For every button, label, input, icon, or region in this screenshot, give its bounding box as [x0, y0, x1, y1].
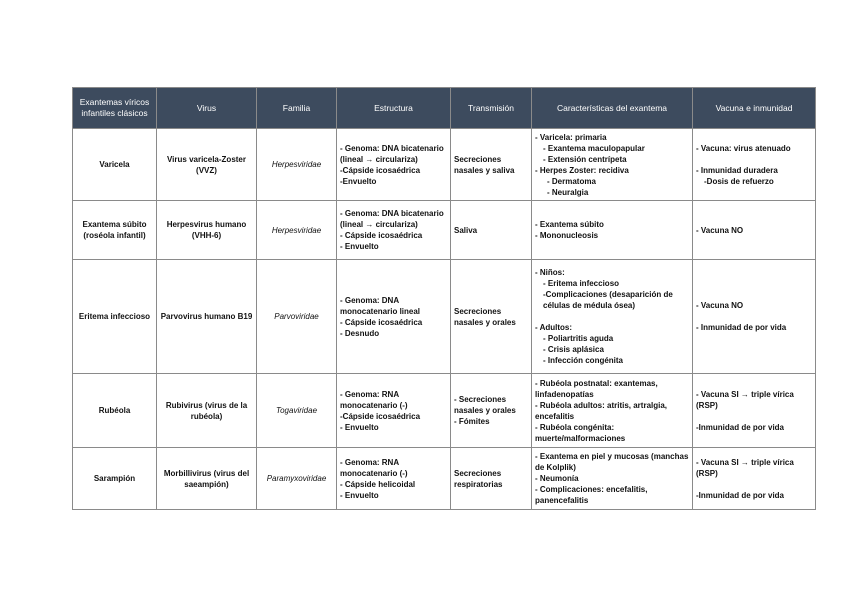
transmission-line: - Secreciones nasales y orales: [454, 395, 516, 415]
cell-transmission: [451, 374, 532, 448]
cell-name: Sarampión: [73, 448, 157, 510]
cell-name: Exantema súbito (roséola infantil): [73, 201, 157, 260]
characteristics-line: - Varicela: primaria: [535, 132, 607, 142]
transmission-line: - Fómites: [454, 417, 490, 426]
transmission-line: Secreciones nasales y orales: [454, 306, 516, 327]
cell-family: Togaviridae: [257, 374, 337, 448]
vaccine-line: -Inmunidad de por vida: [696, 490, 785, 500]
cell-structure: [337, 260, 451, 374]
cell-family: Parvoviridae: [257, 260, 337, 374]
characteristics-line: - Niños:: [535, 268, 565, 277]
transmission-line: Secreciones nasales y saliva: [454, 154, 515, 175]
header-caracteristicas: Características del exantema: [532, 88, 693, 129]
structure-line: - Cápside icosaédrica: [340, 231, 423, 240]
characteristics-line: - Crisis aplásica: [543, 345, 604, 354]
vaccine-line: [696, 154, 812, 165]
characteristics-line: - Exantema en piel y mucosas (manchas de Kolplik): [535, 452, 689, 472]
cell-transmission: [451, 260, 532, 374]
characteristics-line: - Dermatoma: [547, 176, 596, 186]
characteristics-line: - Rubéola adultos: atritis, artralgia, encefalitis: [535, 400, 668, 421]
cell-vaccine: [693, 448, 816, 510]
cell-vaccine: [693, 374, 816, 448]
cell-transmission: [451, 129, 532, 201]
cell-structure: [337, 129, 451, 201]
characteristics-line: - Adultos:: [535, 323, 573, 332]
characteristics-line: - Herpes Zoster: recidiva: [535, 165, 629, 175]
cell-characteristics: [532, 374, 693, 448]
characteristics-line: - Mononucleosis: [535, 231, 599, 240]
transmission-line: Secreciones respiratorias: [454, 468, 503, 489]
characteristics-line: - Rubéola postnatal: exantemas, linfadenopatías: [535, 378, 658, 399]
cell-virus: Herpesvirus humano (VHH-6): [157, 201, 257, 260]
cell-family: Herpesviridae: [257, 129, 337, 201]
characteristics-line: [535, 311, 689, 322]
vaccine-line: - Vacuna NO: [696, 225, 744, 235]
characteristics-line: - Extensión centrípeta: [543, 154, 627, 164]
cell-structure: [337, 448, 451, 510]
vaccine-line: - Inmunidad duradera: [696, 165, 778, 175]
characteristics-line: -Complicaciones (desaparición de células de médula ósea): [543, 290, 673, 310]
table-row: [73, 129, 816, 201]
cell-vaccine: [693, 129, 816, 201]
cell-family: Herpesviridae: [257, 201, 337, 260]
structure-line: - Genoma: RNA monocatenario (-): [340, 457, 408, 478]
vaccine-line: - Vacuna NO: [696, 301, 744, 310]
table-row: [73, 374, 816, 448]
structure-line: - Cápside icosaédrica: [340, 317, 423, 327]
cell-name: Rubéola: [73, 374, 157, 448]
structure-line: - Cápside helicoidal: [340, 479, 416, 489]
vaccine-line: [696, 411, 812, 422]
structure-line: - Desnudo: [340, 328, 380, 338]
header-exantemas: Exantemas víricos infantiles clásicos: [73, 88, 157, 129]
structure-line: - Genoma: DNA monocatenario lineal: [340, 295, 421, 316]
header-vacuna: Vacuna e inmunidad: [693, 88, 816, 129]
structure-line: -Cápside icosaédrica: [340, 411, 421, 421]
header-familia: Familia: [257, 88, 337, 129]
table-row: [73, 260, 816, 374]
cell-vaccine: [693, 260, 816, 374]
characteristics-line: - Infección congénita: [543, 356, 624, 365]
structure-line: - Envuelto: [340, 422, 379, 432]
cell-characteristics: [532, 129, 693, 201]
cell-structure: [337, 374, 451, 448]
header-transmision: Transmisión: [451, 88, 532, 129]
cell-family: Paramyxoviridae: [257, 448, 337, 510]
cell-virus: Rubivirus (virus de la rubéola): [157, 374, 257, 448]
structure-line: - Envuelto: [340, 490, 379, 500]
cell-name: Eritema infeccioso: [73, 260, 157, 374]
exantemas-table: [72, 87, 816, 510]
characteristics-line: - Neumonía: [535, 474, 579, 483]
vaccine-line: -Dosis de refuerzo: [704, 176, 774, 186]
characteristics-line: - Complicaciones: encefalitis, panencefalitis: [535, 485, 648, 505]
cell-characteristics: [532, 260, 693, 374]
cell-vaccine: [693, 201, 816, 260]
structure-line: - Genoma: DNA bicatenario (lineal → circulariza): [340, 209, 444, 229]
vaccine-line: [696, 311, 812, 322]
cell-virus: Parvovirus humano B19: [157, 260, 257, 374]
cell-virus: Virus varicela-Zoster (VVZ): [157, 129, 257, 201]
characteristics-line: - Rubéola congénita: muerte/malformaciones: [535, 422, 626, 443]
cell-transmission: [451, 201, 532, 260]
characteristics-line: - Exantema maculopapular: [543, 143, 645, 153]
vaccine-line: - Vacuna: virus atenuado: [696, 143, 791, 153]
cell-characteristics: [532, 448, 693, 510]
structure-line: - Genoma: RNA monocatenario (-): [340, 389, 408, 410]
structure-line: -Envuelto: [340, 176, 377, 186]
cell-characteristics: [532, 201, 693, 260]
characteristics-line: - Poliartritis aguda: [543, 334, 614, 343]
table-row: [73, 448, 816, 510]
vaccine-line: [696, 479, 812, 490]
table-row: [73, 201, 816, 260]
vaccine-line: -Inmunidad de por vida: [696, 422, 785, 432]
header-estructura: Estructura: [337, 88, 451, 129]
transmission-line: Saliva: [454, 225, 478, 235]
characteristics-line: - Neuralgia: [547, 187, 589, 197]
vaccine-line: - Inmunidad de por vida: [696, 323, 787, 332]
cell-virus: Morbillivirus (virus del saeampión): [157, 448, 257, 510]
cell-name: Varicela: [73, 129, 157, 201]
vaccine-line: - Vacuna SI → triple vírica (RSP): [696, 389, 794, 410]
vaccine-line: - Vacuna SI → triple vírica (RSP): [696, 457, 794, 478]
structure-line: - Genoma: DNA bicatenario (lineal → circulariza): [340, 143, 444, 164]
characteristics-line: - Eritema infeccioso: [543, 279, 620, 288]
structure-line: - Envuelto: [340, 242, 379, 251]
header-virus: Virus: [157, 88, 257, 129]
characteristics-line: - Exantema súbito: [535, 220, 604, 229]
cell-structure: [337, 201, 451, 260]
cell-transmission: [451, 448, 532, 510]
header-row: [73, 88, 816, 129]
structure-line: -Cápside icosaédrica: [340, 165, 421, 175]
